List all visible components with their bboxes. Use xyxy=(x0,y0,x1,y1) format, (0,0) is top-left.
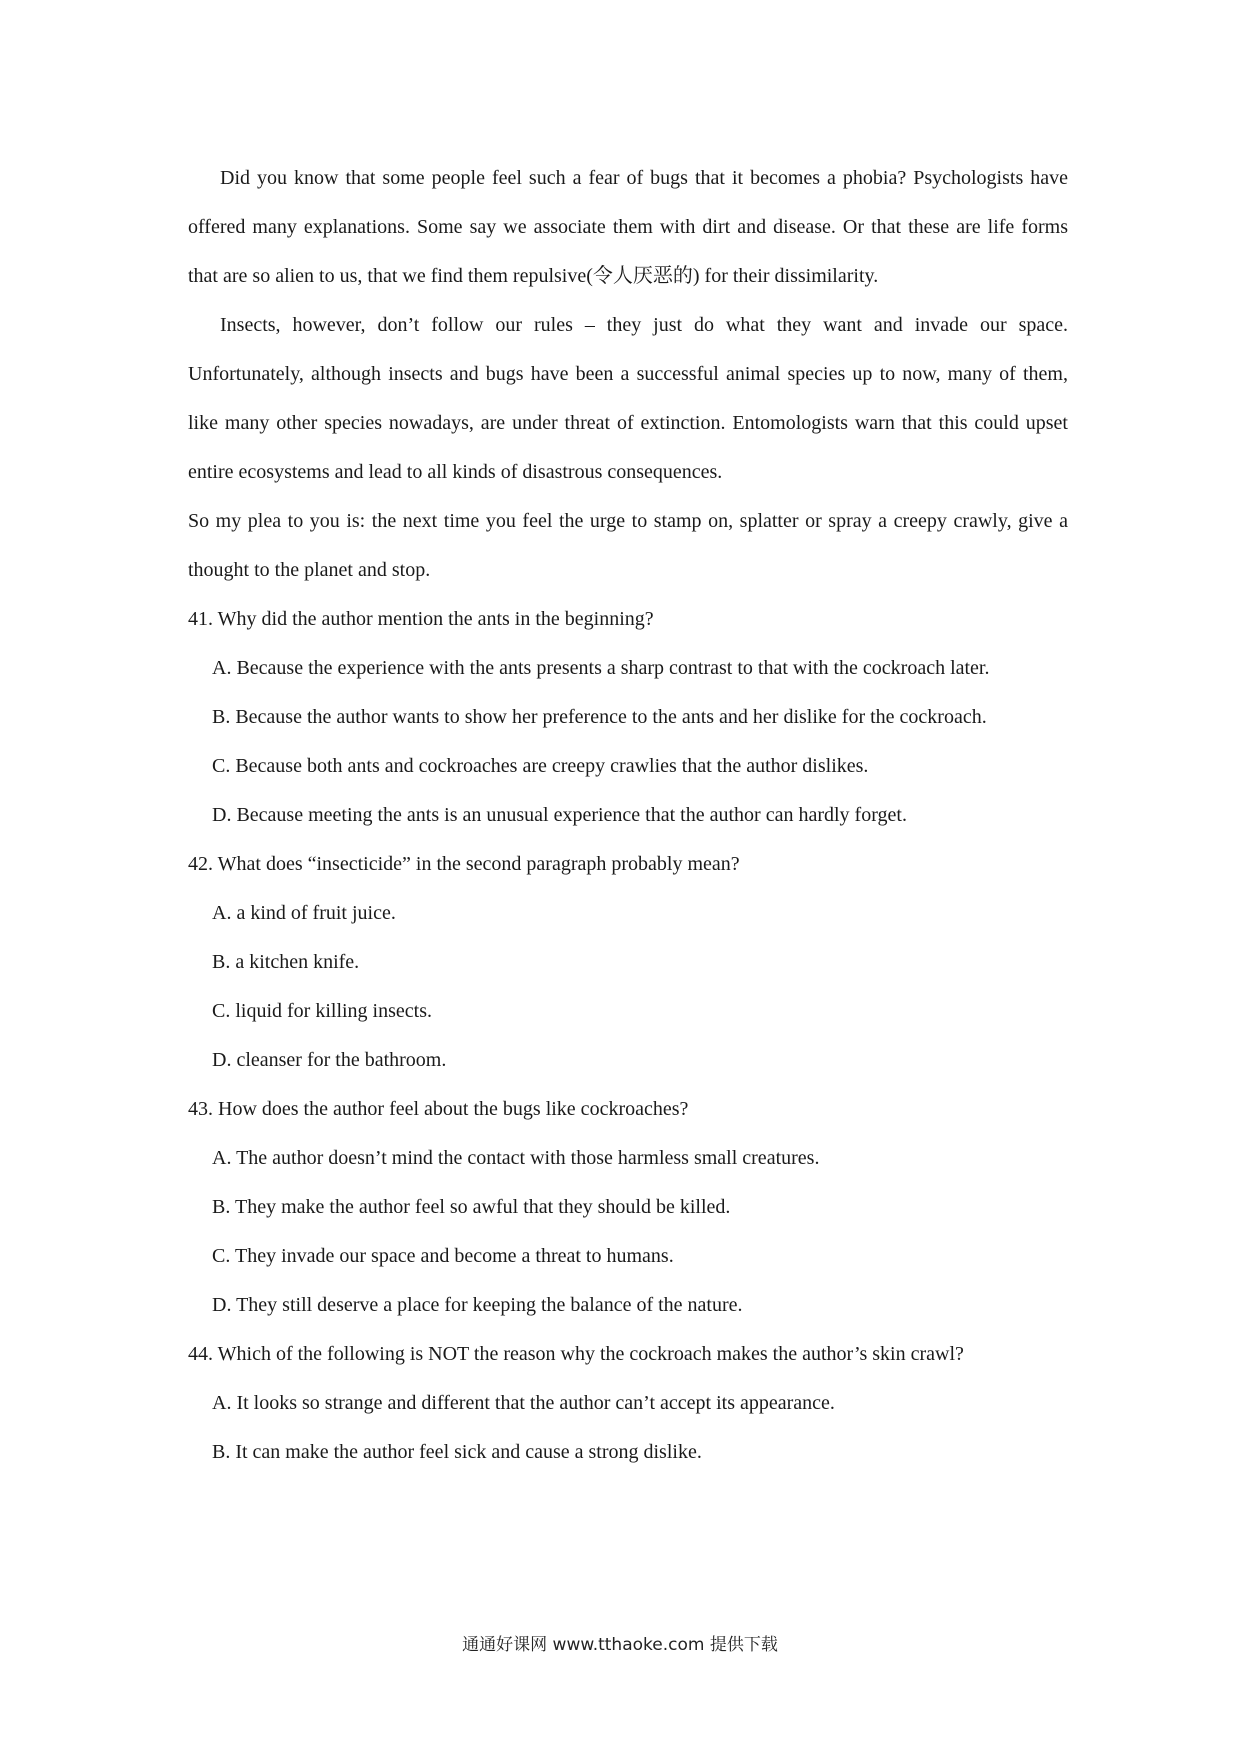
option-c: C. Because both ants and cockroaches are creepy crawlies that the author dislikes. xyxy=(212,755,869,777)
question-stem: 43. How does the author feel about the bugs like cockroaches? xyxy=(188,1098,689,1120)
option-c: C. liquid for killing insects. xyxy=(212,1000,432,1022)
page-footer: 通通好课网 www.tthaoke.com 提供下载 xyxy=(462,1635,778,1655)
question-stem: 42. What does “insecticide” in the second paragraph probably mean? xyxy=(188,853,740,875)
option-b: B. Because the author wants to show her preference to the ants and her dislike for the cockroach. xyxy=(212,706,987,728)
option-b: B. They make the author feel so awful that they should be killed. xyxy=(212,1196,731,1218)
option-d: D. cleanser for the bathroom. xyxy=(212,1049,447,1071)
option-b: B. a kitchen knife. xyxy=(212,951,360,973)
passage-paragraph-1: Did you know that some people feel such a fear of bugs that it becomes a phobia? Psychologists have offered many explanations. Some say we associate them with dirt and disease. Or that these are life forms that are so alien to us, that we find them repulsive(令人厌恶的) for their dissimilarity. xyxy=(188,167,1068,287)
passage-paragraph-2: Insects, however, don’t follow our rules – they just do what they want and invade our space. Unfortunately, although insects and bugs have been a successful animal species up to now, many of them, like many other species nowadays, are under threat of extinction. Entomologists warn that this could upset entire ecosystems and lead to all kinds of disastrous consequences. xyxy=(188,314,1068,483)
option-a: A. a kind of fruit juice. xyxy=(212,902,396,924)
option-list xyxy=(188,1379,1068,1477)
question-43 xyxy=(188,1085,1068,1330)
option-d: D. They still deserve a place for keeping the balance of the nature. xyxy=(212,1294,743,1316)
passage-paragraph-3: So my plea to you is: the next time you feel the urge to stamp on, splatter or spray a creepy crawly, give a thought to the planet and stop. xyxy=(188,510,1068,581)
option-a: A. Because the experience with the ants presents a sharp contrast to that with the cockroach later. xyxy=(212,657,990,679)
question-stem: 44. Which of the following is NOT the reason why the cockroach makes the author’s skin crawl? xyxy=(188,1343,964,1365)
option-list xyxy=(188,1134,1068,1330)
question-42 xyxy=(188,840,1068,1085)
option-a: A. It looks so strange and different that the author can’t accept its appearance. xyxy=(212,1392,835,1414)
option-d: D. Because meeting the ants is an unusual experience that the author can hardly forget. xyxy=(212,804,907,826)
option-a: A. The author doesn’t mind the contact with those harmless small creatures. xyxy=(212,1147,820,1169)
option-list xyxy=(188,889,1068,1085)
document-content xyxy=(188,154,1068,1477)
option-b: B. It can make the author feel sick and cause a strong dislike. xyxy=(212,1441,702,1463)
question-41 xyxy=(188,595,1068,840)
question-44 xyxy=(188,1330,1068,1477)
option-c: C. They invade our space and become a threat to humans. xyxy=(212,1245,674,1267)
question-stem: 41. Why did the author mention the ants in the beginning? xyxy=(188,608,654,630)
option-list xyxy=(188,644,1068,840)
